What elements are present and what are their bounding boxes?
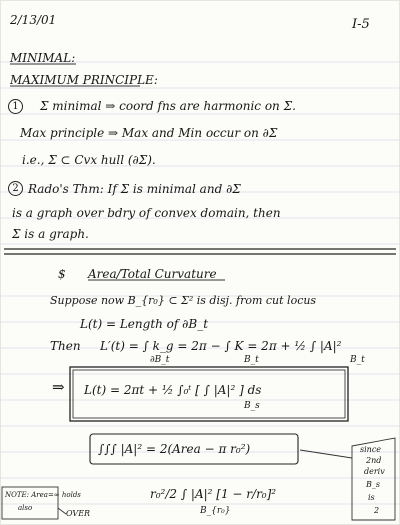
derivative-sub-ball-2: B_t: [350, 355, 365, 365]
note-right-6: 2: [374, 506, 380, 515]
note-right-3: deriv: [364, 467, 385, 476]
item2-line2: is a graph over bdry of convex domain, then: [12, 206, 281, 220]
note-right-1: since: [360, 445, 382, 454]
item1-number: 1: [8, 99, 23, 114]
page-date: 2/13/01: [10, 13, 57, 27]
item1-marker: [8, 99, 23, 114]
item1-line3: i.e., Σ ⊂ Cvx hull (∂Σ).: [22, 153, 156, 167]
implies-arrow: ⇒: [52, 378, 65, 396]
suppose-line: Suppose now B_{r₀} ⊂ Σ² is disj. from cut locus: [50, 294, 317, 307]
definition-L: L(t) = Length of ∂B_t: [80, 317, 209, 331]
derivative-sub-boundary: ∂B_t: [150, 355, 170, 365]
note-right-2: 2nd: [366, 456, 382, 465]
bottom-formula: r₀²/2 ∫ |A|² [1 − r/r₀]²: [150, 487, 277, 501]
section-title: MINIMAL:: [10, 51, 76, 65]
note-right-5: is: [368, 493, 375, 502]
page-number: I-5: [352, 17, 370, 32]
note-over: OVER: [66, 509, 91, 518]
section-subtitle: MAXIMUM PRINCIPLE:: [10, 73, 158, 87]
item2-number: 2: [8, 181, 23, 196]
integral-identity: ∫∫∫ |A|² = 2(Area − π r₀²): [98, 442, 251, 456]
bottom-formula-sub: B_{r₀}: [200, 506, 231, 516]
item2-marker: [8, 181, 23, 196]
then-label: Then: [50, 339, 81, 353]
note-right-4: B_s: [366, 480, 380, 489]
boxed-formula-sub: B_s: [244, 401, 260, 411]
note-left: NOTE: Area=∞ holds: [5, 491, 81, 499]
note-left-2: also: [18, 504, 33, 512]
derivative-sub-ball: B_t: [244, 355, 259, 365]
derivative-line: L′(t) = ∫ k_g = 2π − ∫ K = 2π + ½ ∫ |A|²: [100, 339, 342, 353]
area-bullet: $: [58, 267, 66, 281]
area-heading: Area/Total Curvature: [88, 267, 217, 281]
item2-line3: Σ is a graph.: [12, 227, 89, 241]
boxed-formula: L(t) = 2πt + ½ ∫₀ᵗ [ ∫ |A|² ] ds: [84, 383, 262, 397]
item1-line2: Max principle ⇒ Max and Min occur on ∂Σ: [20, 126, 278, 140]
item2-line1: Rado's Thm: If Σ is minimal and ∂Σ: [28, 182, 241, 196]
item1-line1: Σ minimal ⇒ coord fns are harmonic on Σ.: [40, 99, 296, 113]
